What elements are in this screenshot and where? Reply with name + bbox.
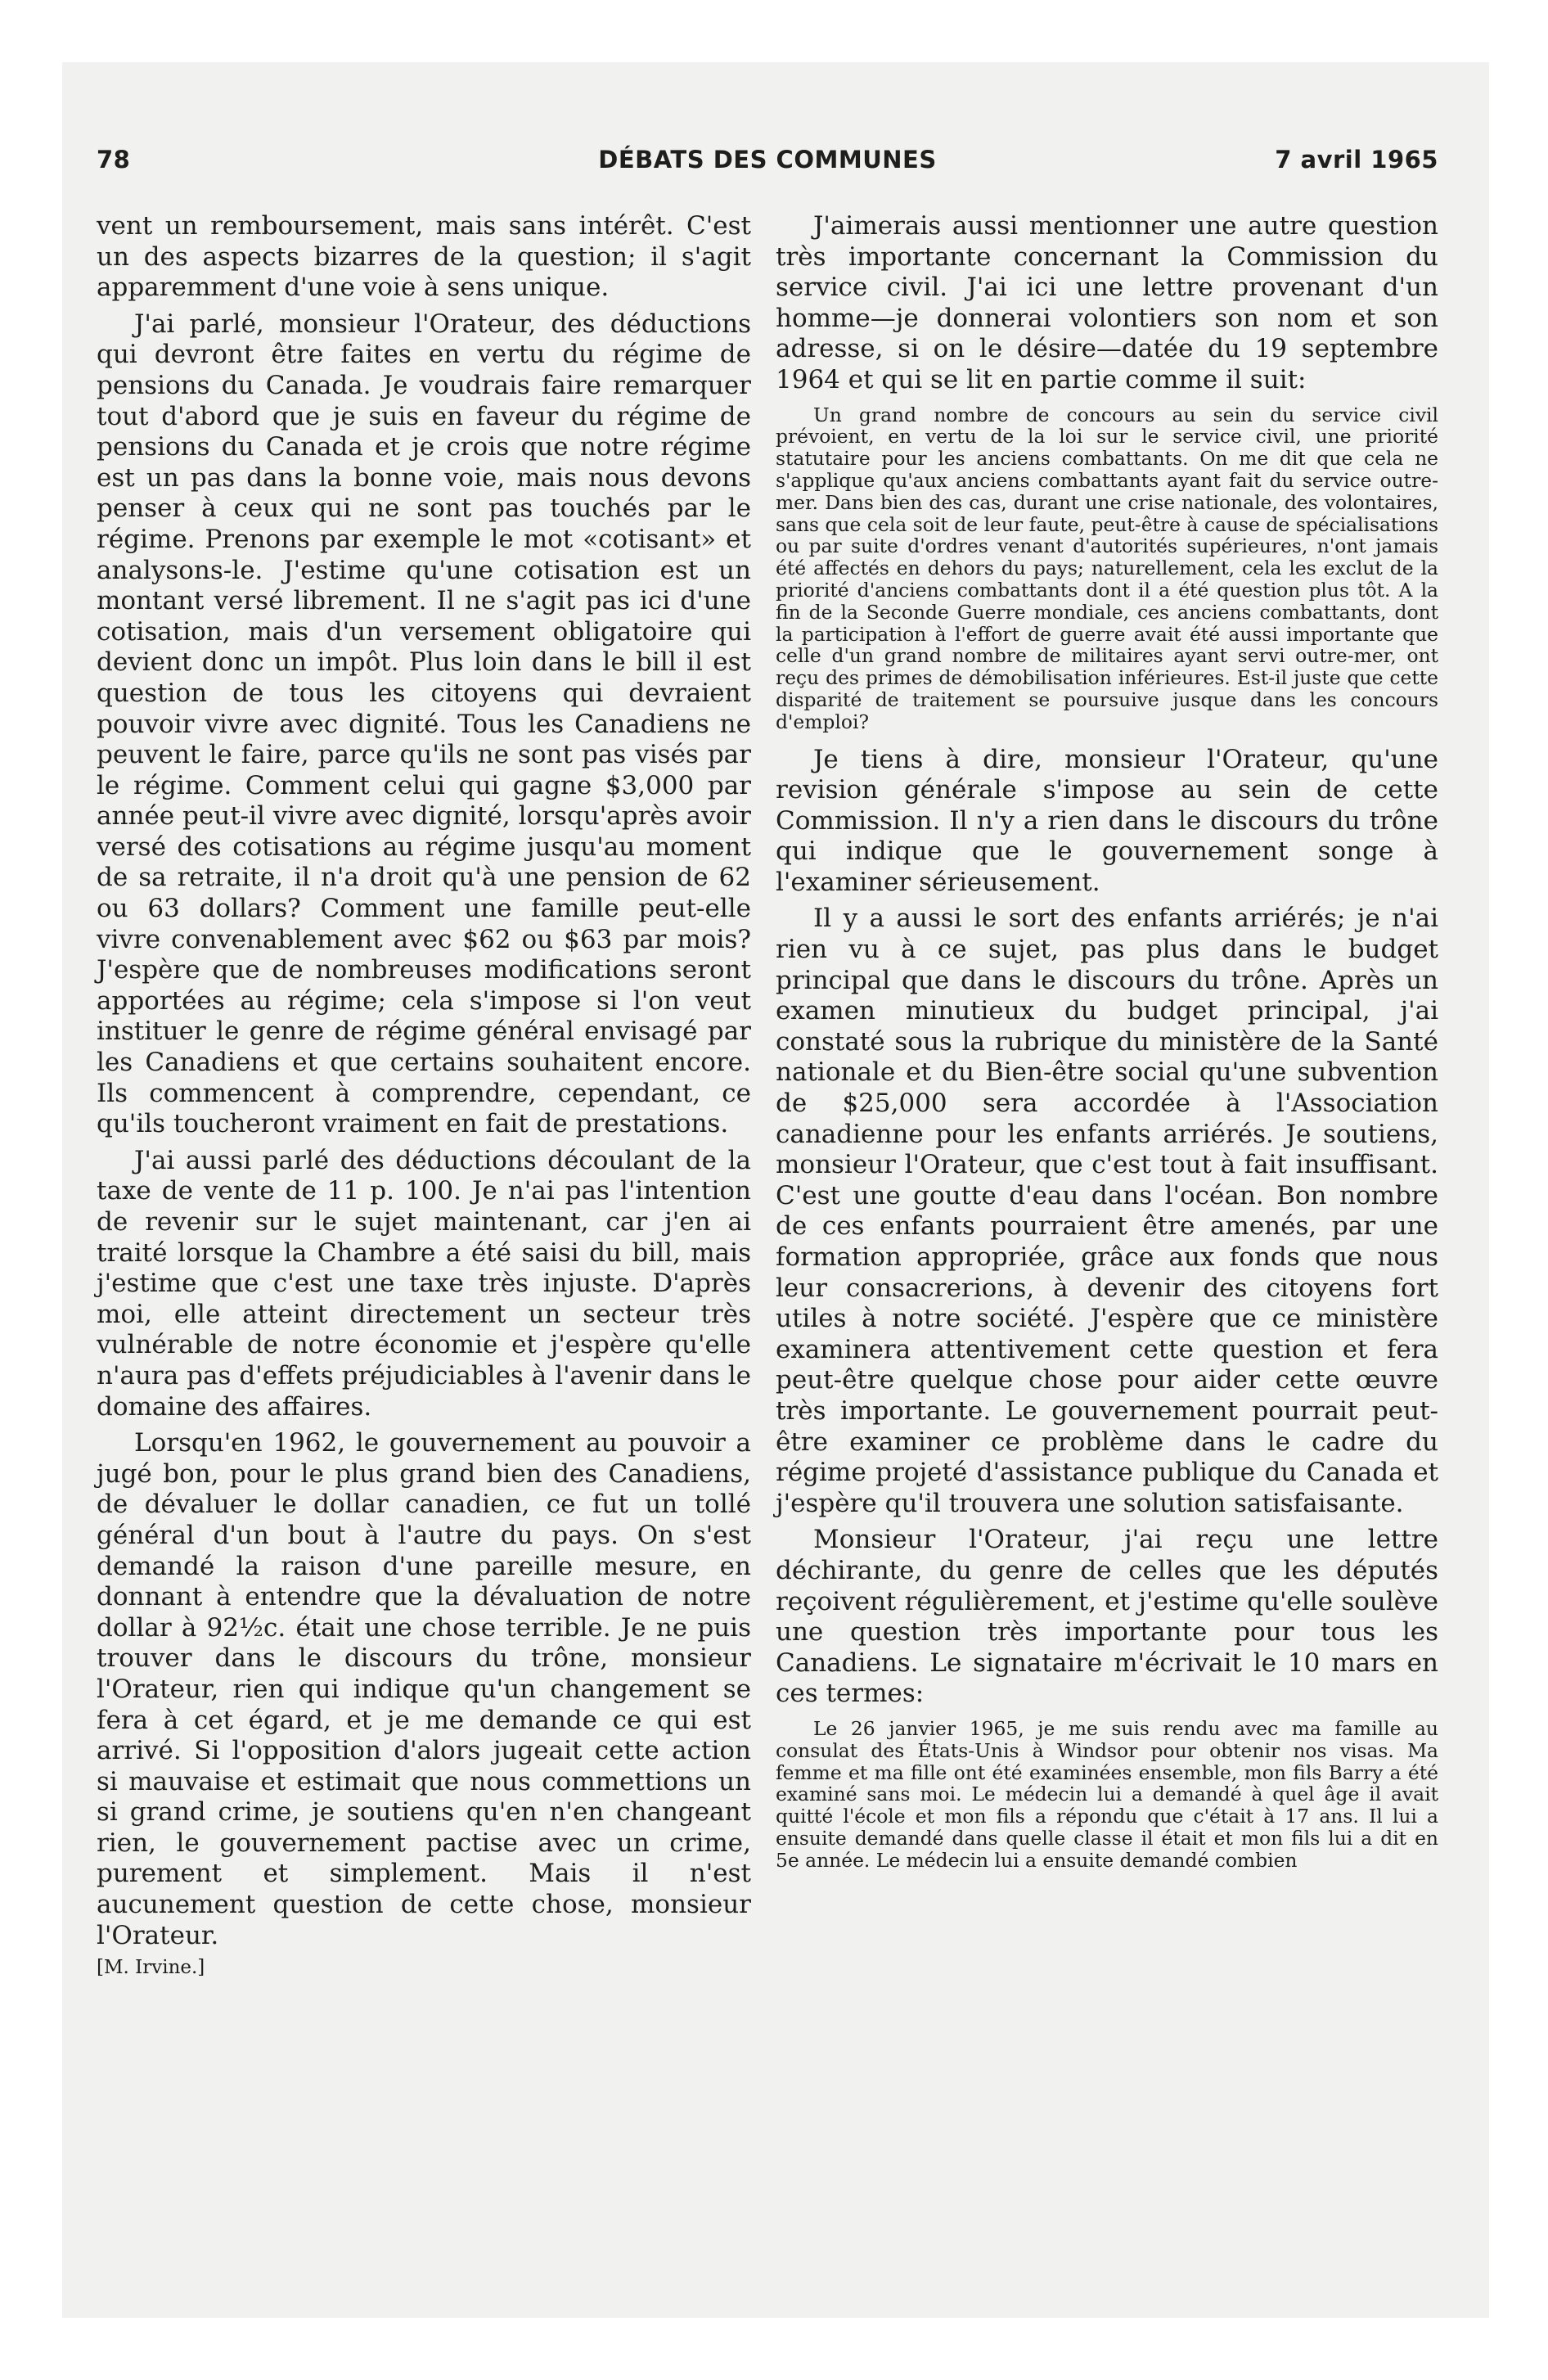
paragraph: Lorsqu'en 1962, le gouvernement au pouvoir a jugé bon, pour le plus grand bien des Canadiens, de dévaluer le dollar canadien, ce fut un tollé général d'un bout à l'autre du pays. On s'est demandé la raison d'une pareille mesure, en donnant à entendre que la dévaluation de notre dollar à 92½c. était une chose terrible. Je ne puis trouver dans le discours du trône, monsieur l'Orateur, rien qui indique qu'un changement se fera à cet égard, et je me demande ce qui est arrivé. Si l'opposition d'alors jugeait cette action si mauvaise et estimait que nous commettions un si grand crime, je soutiens qu'en n'en changeant rien, le gouvernement pactise avec un crime, purement et simplement. Mais il n'est aucunement question de cette chose, monsieur l'Orateur. [97,1428,751,1950]
quoted-letter: Un grand nombre de concours au sein du service civil prévoient, en vertu de la loi sur le service civil, une priorité statutaire pour les anciens combattants. On me dit que cela ne s'applique qu'aux anciens combattants ayant fait du service outre-mer. Dans bien des cas, durant une crise nationale, des volontaires, sans que cela soit de leur faute, peut-être à cause de spécialisations ou par suite d'ordres venant d'autorités supérieures, n'ont jamais été affectés en dehors du pays; naturellement, cela les exclut de la priorité d'anciens combattants dont il a été question plus tôt. A la fin de la Seconde Guerre mondiale, ces anciens combattants, dont la participation à l'effort de guerre avait été aussi importante que celle d'un grand nombre de militaires ayant servi outre-mer, ont reçu des primes de démobilisation inférieures. Est-il juste que cette disparité de traitement se poursuive jusque dans les concours d'emploi? [776,403,1438,733]
right-column [776,211,1438,1883]
paragraph: Je tiens à dire, monsieur l'Orateur, qu'une revision générale s'impose au sein de cette Commission. Il n'y a rien dans le discours du trône qui indique que le gouvernement songe à l'examiner sérieusement. [776,744,1438,897]
paragraph: Il y a aussi le sort des enfants arriérés; je n'ai rien vu à ce sujet, pas plus dans le budget principal que dans le discours du trône. Après un examen minutieux du budget principal, j'ai constaté sous la rubrique du ministère de la Santé nationale et du Bien-être social qu'une subvention de $25,000 sera accordée à l'Association canadienne pour les enfants arriérés. Je soutiens, monsieur l'Orateur, que c'est tout à fait insuffisant. C'est une goutte d'eau dans l'océan. Bon nombre de ces enfants pourraient être amenés, par une formation appropriée, grâce aux fonds que nous leur consacrerions, à devenir des citoyens fort utiles à notre société. J'espère que ce ministère examinera attentivement cette question et fera peut-être quelque chose pour aider cette œuvre très importante. Le gouvernement pourrait peut-être examiner ce problème dans le cadre du régime projeté d'assistance publique du Canada et j'espère qu'il trouvera une solution satisfaisante. [776,904,1438,1518]
publication-title: DÉBATS DES COMMUNES [598,146,937,174]
quoted-letter: Le 26 janvier 1965, je me suis rendu avec ma famille au consulat des États-Unis à Windsor pour obtenir nos visas. Ma femme et ma fille ont été examinées ensemble, mon fils Barry a été examiné sans moi. Le médecin lui a demandé à quel âge il avait quitté l'école et mon fils a répondu que c'était à 17 ans. Il lui a ensuite demandé dans quelle classe il était et mon fils lui a dit en 5e année. Le médecin lui a ensuite demandé combien [776,1716,1438,1872]
paragraph: Monsieur l'Orateur, j'ai reçu une lettre déchirante, du genre de celles que les députés reçoivent régulièrement, et j'estime qu'elle soulève une question très importante pour tous les Canadiens. Le signataire m'écrivait le 10 mars en ces termes: [776,1525,1438,1709]
paragraph: J'ai aussi parlé des déductions découlant de la taxe de vente de 11 p. 100. Je n'ai pas l'intention de revenir sur le sujet maintenant, car j'en ai traité lorsque la Chambre a été saisi du bill, mais j'estime que c'est une taxe très injuste. D'après moi, elle atteint directement un secteur très vulnérable de notre économie et j'espère qu'elle n'aura pas d'effets préjudiciables à l'avenir dans le domaine des affaires. [97,1145,751,1422]
paragraph: J'ai parlé, monsieur l'Orateur, des déductions qui devront être faites en vertu du régime de pensions du Canada. Je voudrais faire remarquer tout d'abord que je suis en faveur du régime de pensions du Canada et je crois que notre régime est un pas dans la bonne voie, mais nous devons penser à ceux qui ne sont pas touchés par le régime. Prenons par exemple le mot «cotisant» et analysons-le. J'estime qu'une cotisation est un montant versé librement. Il ne s'agit pas ici d'une cotisation, mais d'un versement obligatoire qui devient donc un impôt. Plus loin dans le bill il est question de tous les citoyens qui devraient pouvoir vivre avec dignité. Tous les Canadiens ne peuvent le faire, parce qu'ils ne sont pas visés par le régime. Comment celui qui gagne $3,000 par année peut-il vivre avec dignité, lorsqu'après avoir versé des cotisations au régime jusqu'au moment de sa retraite, il n'a droit qu'à une pension de 62 ou 63 dollars? Comment une famille peut-elle vivre convenablement avec $62 ou $63 par mois? J'espère que de nombreuses modifications seront apportées au régime; cela s'impose si l'on veut instituer le genre de régime général envisagé par les Canadiens et que certains souhaitent encore. Ils commencent à comprendre, cependant, ce qu'ils toucheront vraiment en fait de prestations. [97,309,751,1139]
page-number: 78 [97,146,131,174]
paragraph: J'aimerais aussi mentionner une autre question très importante concernant la Commission du service civil. J'ai ici une lettre provenant d'un homme—je donnerai volontiers son nom et son adresse, si on le désire—datée du 19 septembre 1964 et qui se lit en partie comme il suit: [776,211,1438,394]
speaker-byline: [M. Irvine.] [97,1957,205,1979]
page-header [97,146,1438,187]
left-column [97,211,751,1984]
issue-date: 7 avril 1965 [1275,146,1438,174]
paragraph: vent un remboursement, mais sans intérêt. C'est un des aspects bizarres de la question; il s'agit apparemment d'une voie à sens unique. [97,211,751,303]
